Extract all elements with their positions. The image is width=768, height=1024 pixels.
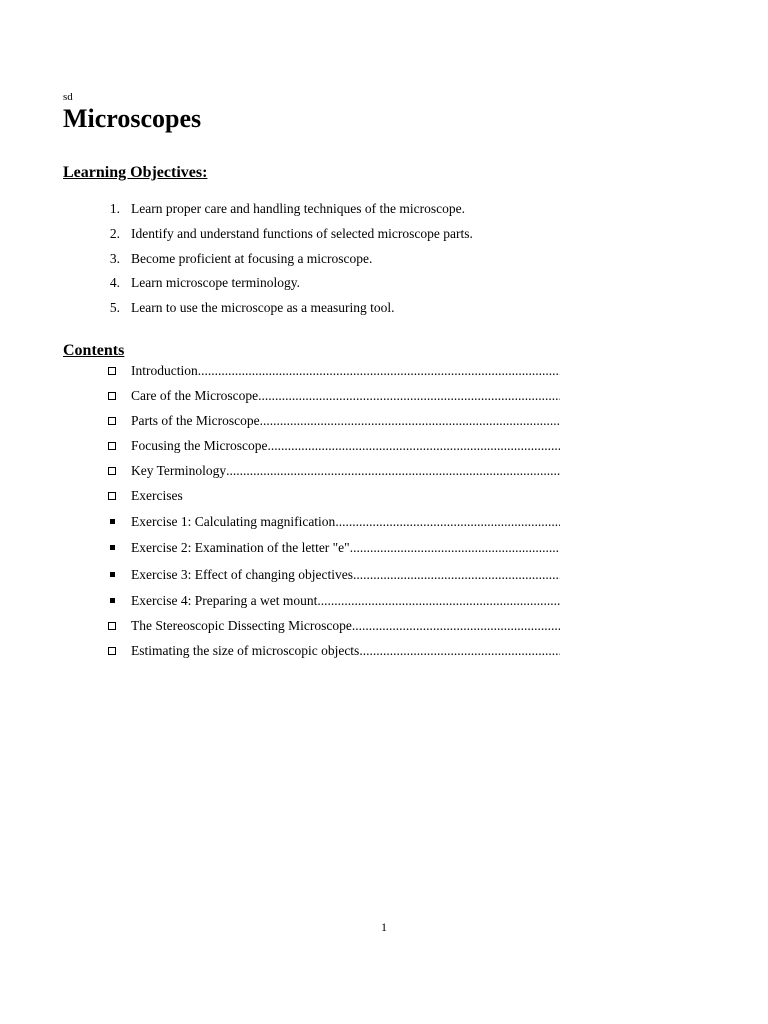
filled-square-bullet-icon — [110, 572, 115, 577]
toc-line — [131, 388, 560, 404]
filled-square-bullet-icon — [110, 598, 115, 603]
objective-text: Learn proper care and handling techniques of the microscope. — [131, 201, 465, 216]
objective-text: Become proficient at focusing a microscope. — [131, 251, 373, 266]
toc-entry-text: Exercise 4: Preparing a wet mount — [131, 593, 318, 608]
toc-entry-text: Care of the Microscope — [131, 388, 259, 403]
learning-objectives-heading-colon: : — [202, 164, 208, 181]
toc-line — [131, 593, 560, 609]
toc-dot-leader — [267, 438, 560, 454]
toc-dot-leader — [352, 618, 560, 634]
toc-entry-text: Introduction — [131, 363, 198, 378]
objective-number: 2. — [109, 226, 120, 241]
toc-dot-leader — [258, 388, 560, 404]
toc-line — [131, 413, 560, 429]
toc-line — [131, 540, 560, 556]
toc-dot-leader — [353, 567, 560, 583]
hollow-square-bullet-icon — [108, 622, 116, 630]
hollow-square-bullet-icon — [108, 492, 116, 500]
toc-dot-leader — [226, 463, 560, 479]
page-number: 1 — [381, 920, 387, 934]
hollow-square-bullet-icon — [108, 647, 116, 655]
objective-number: 1. — [109, 201, 120, 216]
objective-text: Identify and understand functions of selected microscope parts. — [131, 226, 473, 241]
hollow-square-bullet-icon — [108, 367, 116, 375]
toc-entry-text: Exercise 3: Effect of changing objectives — [131, 567, 354, 582]
page-title: Microscopes — [63, 104, 202, 133]
learning-objectives-heading-text: Learning Objectives — [63, 164, 203, 181]
toc-entry-text: Estimating the size of microscopic objects — [131, 643, 360, 658]
toc-entry-text: Exercise 1: Calculating magnification — [131, 514, 336, 529]
toc-line — [131, 363, 560, 379]
contents-heading: Contents — [63, 342, 125, 359]
toc-line — [131, 643, 560, 659]
hollow-square-bullet-icon — [108, 442, 116, 450]
learning-objectives-heading — [63, 164, 207, 182]
toc-dot-leader — [317, 593, 560, 609]
toc-line — [131, 618, 560, 634]
toc-entry-text: The Stereoscopic Dissecting Microscope — [131, 618, 352, 633]
toc-dot-leader — [335, 514, 560, 530]
objective-number: 4. — [109, 275, 120, 290]
header-tag: sd — [63, 91, 73, 103]
toc-line — [131, 514, 560, 530]
filled-square-bullet-icon — [110, 519, 115, 524]
toc-line — [131, 488, 560, 504]
toc-entry-text: Focusing the Microscope — [131, 438, 268, 453]
toc-entry-text: Exercise 2: Examination of the letter "e" — [131, 540, 350, 555]
hollow-square-bullet-icon — [108, 417, 116, 425]
objective-text: Learn to use the microscope as a measuring tool. — [131, 300, 395, 315]
toc-line — [131, 567, 560, 583]
filled-square-bullet-icon — [110, 545, 115, 550]
toc-entry-text: Parts of the Microscope — [131, 413, 260, 428]
toc-entry-text: Exercises — [131, 488, 183, 503]
toc-dot-leader — [359, 643, 560, 659]
objective-number: 5. — [109, 300, 120, 315]
toc-line — [131, 463, 560, 479]
toc-line — [131, 438, 560, 454]
hollow-square-bullet-icon — [108, 467, 116, 475]
objective-text: Learn microscope terminology. — [131, 275, 300, 290]
objective-number: 3. — [109, 251, 120, 266]
hollow-square-bullet-icon — [108, 392, 116, 400]
toc-dot-leader — [350, 540, 560, 556]
toc-dot-leader — [260, 413, 560, 429]
toc-entry-text: Key Terminology — [131, 463, 227, 478]
toc-dot-leader — [198, 363, 560, 379]
